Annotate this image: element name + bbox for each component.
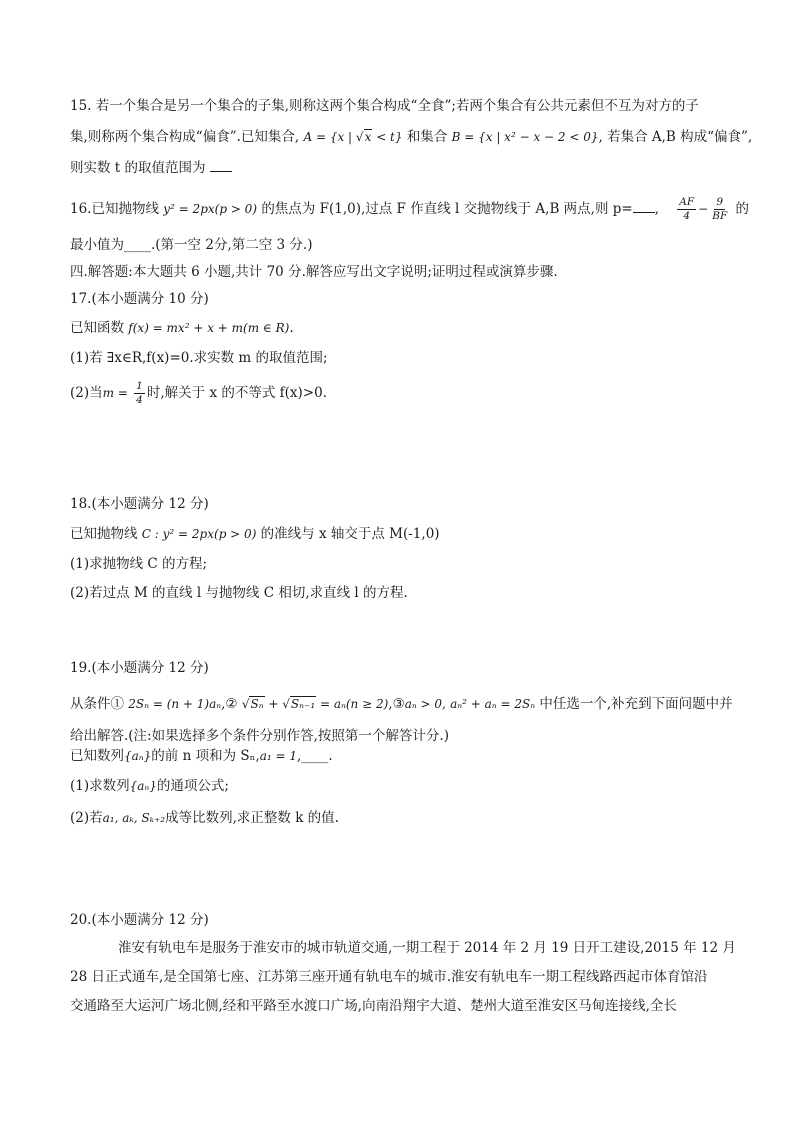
terms-formula: a₁, aₖ, Sₖ₊₂ <box>102 811 166 825</box>
q18-header-text: 18.(本小题满分 12 分) <box>70 496 209 512</box>
q17-text: . <box>289 320 294 336</box>
section-heading <box>70 262 558 282</box>
set-b-formula: B = {x | x² − x − 2 < 0} <box>451 130 599 144</box>
q20-text: 交通路至大运河广场北侧,经和平路至水渡口广场,向南沿翔宇大道、楚州大道至淮安区马甸连接线,全长 <box>70 998 677 1014</box>
sequence-symbol: {aₙ} <box>124 749 152 763</box>
q17-stem <box>70 318 294 338</box>
section-heading-text: 四.解答题:本大题共 6 小题,共计 70 分.解答应写出文字说明;证明过程或演算步骤. <box>70 264 558 280</box>
fraction-9-over-bf: $\frac{9}{BF}$ <box>712 196 728 222</box>
sequence-symbol: {aₙ} <box>129 779 157 793</box>
q18-part-2 <box>70 583 408 603</box>
q17-text: 时,解关于 x 的不等式 f(x)>0. <box>146 385 327 401</box>
q15-text: 和集合 <box>406 129 448 145</box>
q17-text: 已知函数 <box>70 320 124 336</box>
q19-header-text: 19.(本小题满分 12 分) <box>70 660 209 676</box>
q20-line-1 <box>118 938 736 958</box>
condition-3a-formula: aₙ > 0, <box>404 697 446 711</box>
q16-text: 16.已知抛物线 <box>70 201 159 217</box>
q18-text: 已知抛物线 <box>70 526 138 542</box>
q19-text: 已知数列 <box>70 748 124 764</box>
q18-header <box>70 494 209 514</box>
q15-line-2 <box>70 127 752 147</box>
q19-part-2 <box>70 808 339 828</box>
q16-line-1: 16.已知抛物线 y² = 2px(p > 0) 的焦点为 F(1,0),过点 F 作直线 l 交抛物线于 A,B 两点,则 p= , $\frac{AF}{4}$ − $\frac{9}{BF}$ 的 <box>70 196 750 222</box>
q20-line-2 <box>70 967 708 987</box>
q19-given <box>70 746 333 766</box>
minus-sign: − <box>698 202 709 216</box>
q18-stem <box>70 524 440 544</box>
q17-part-1-text: (1)若 ∃x∈R,f(x)=0.求实数 m 的取值范围; <box>70 350 328 366</box>
parabola-formula: y² = 2px(p > 0) <box>163 202 258 216</box>
q19-text: 成等比数列,求正整数 k 的值. <box>165 810 339 826</box>
fraction-af-over-4: $\frac{AF}{4}$ <box>679 196 695 222</box>
condition-1-formula: 2Sₙ = (n + 1)aₙ <box>128 697 222 711</box>
q19-text: 从条件① <box>70 696 129 712</box>
q18-part-2-text: (2)若过点 M 的直线 l 与抛物线 C 相切,求直线 l 的方程. <box>70 585 408 601</box>
m-equals: m = <box>102 386 128 400</box>
q17-header-text: 17.(本小题满分 10 分) <box>70 291 209 307</box>
q16-text: 的焦点为 F(1,0),过点 F 作直线 l 交抛物线于 A,B 两点,则 p= <box>261 201 633 217</box>
q19-note <box>70 726 449 746</box>
answer-blank <box>633 200 655 213</box>
q19-text: 的通项公式; <box>156 778 229 794</box>
q16-text: 最小值为____.(第一空 2分,第二空 3 分.) <box>70 237 313 253</box>
q15-line-1 <box>70 96 699 116</box>
q19-text: ,③ <box>388 696 405 712</box>
q15-text: 15. 若一个集合是另一个集合的子集,则称这两个集合构成“全食”;若两个集合有公共元素但不互为对方的子 <box>70 98 699 114</box>
q15-text: , 若集合 A,B 构成“偏食”, <box>598 129 753 145</box>
q20-header <box>70 910 209 930</box>
q19-note-text: 给出解答.(注:如果选择多个条件分别作答,按照第一个解答计分.) <box>70 728 449 744</box>
q17-header <box>70 289 209 309</box>
q20-text: 28 日正式通车,是全国第七座、江苏第三座开通有轨电车的城市.淮安有轨电车一期工程线路西起市体育馆沿 <box>70 969 708 985</box>
curve-formula: C : y² = 2px(p > 0) <box>141 527 257 541</box>
q17-part-1 <box>70 348 328 368</box>
q17-part-2 <box>70 380 327 407</box>
function-formula: f(x) = mx² + x + m(m ∈ R) <box>128 321 290 335</box>
q15-text: 则实数 t 的取值范围为 <box>70 160 206 176</box>
q20-text: 淮安有轨电车是服务于淮安市的城市轨道交通,一期工程于 2014 年 2 月 19 日开工建设,2015 年 12 月 <box>118 940 736 956</box>
fraction-one-quarter: $\frac{1}{4}$ <box>136 380 143 406</box>
q20-header-text: 20.(本小题满分 12 分) <box>70 912 209 928</box>
q16-text: 的 <box>735 201 750 217</box>
q15-text: 集,则称两个集合构成“偏食”.已知集合, <box>70 129 300 145</box>
condition-3b-formula: aₙ² + aₙ = 2Sₙ <box>450 697 536 711</box>
a1-formula: a₁ = 1 <box>259 749 298 763</box>
q18-text: 的准线与 x 轴交于点 M(-1,0) <box>260 526 440 542</box>
q19-header <box>70 658 209 678</box>
q19-text: 中任选一个,补充到下面问题中并 <box>539 696 733 712</box>
q18-part-1-text: (1)求抛物线 C 的方程; <box>70 556 208 572</box>
q18-part-1 <box>70 554 207 574</box>
q19-text: (2)若 <box>70 810 103 826</box>
q19-conditions <box>70 694 733 714</box>
q17-text: (2)当 <box>70 385 103 401</box>
q19-text: (1)求数列 <box>70 778 130 794</box>
condition-2-formula: √Sₙ + √Sₙ₋₁ = aₙ(n ≥ 2) <box>241 697 389 711</box>
q19-text: ,____. <box>297 748 333 764</box>
q19-text: ,② <box>221 696 242 712</box>
q19-text: 的前 n 项和为 Sₙ, <box>151 748 260 764</box>
answer-blank <box>210 159 232 172</box>
q20-line-3 <box>70 996 677 1016</box>
set-a-formula: A = {x | √x < t} <box>303 130 403 144</box>
q15-line-3 <box>70 158 232 178</box>
q19-part-1 <box>70 776 229 796</box>
q16-line-2 <box>70 235 312 255</box>
